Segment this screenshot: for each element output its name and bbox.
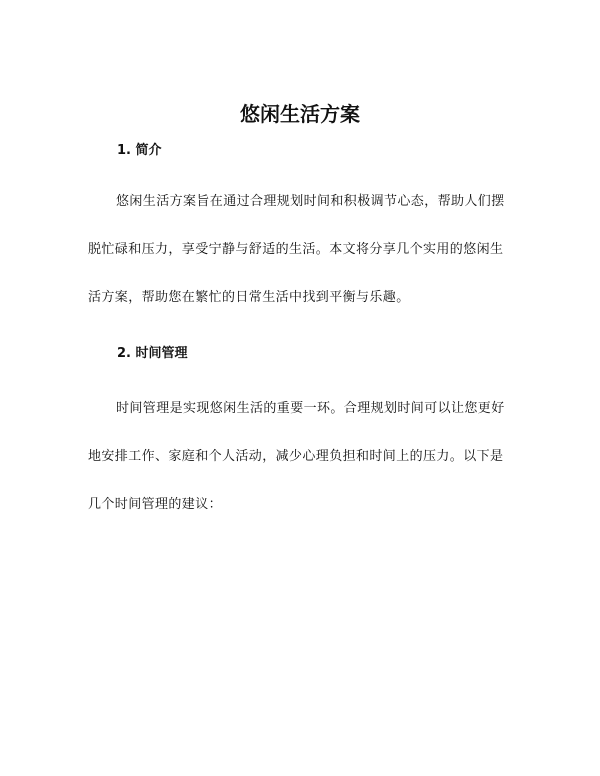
section-paragraph-time-management: 时间管理是实现悠闲生活的重要一环。合理规划时间可以让您更好地安排工作、家庭和个人活动，减少心理负担和时间上的压力。以下是几个时间管理的建议： [88, 401, 505, 512]
document-title: 悠闲生活方案 [240, 102, 360, 126]
section-heading-intro: 1. 简介 [117, 143, 162, 158]
section-heading-time-management: 2. 时间管理 [117, 346, 188, 361]
section-paragraph-intro: 悠闲生活方案旨在通过合理规划时间和积极调节心态，帮助人们摆脱忙碌和压力，享受宁静与舒适的生活。本文将分享几个实用的悠闲生活方案，帮助您在繁忙的日常生活中找到平衡与乐趣。 [88, 194, 505, 305]
